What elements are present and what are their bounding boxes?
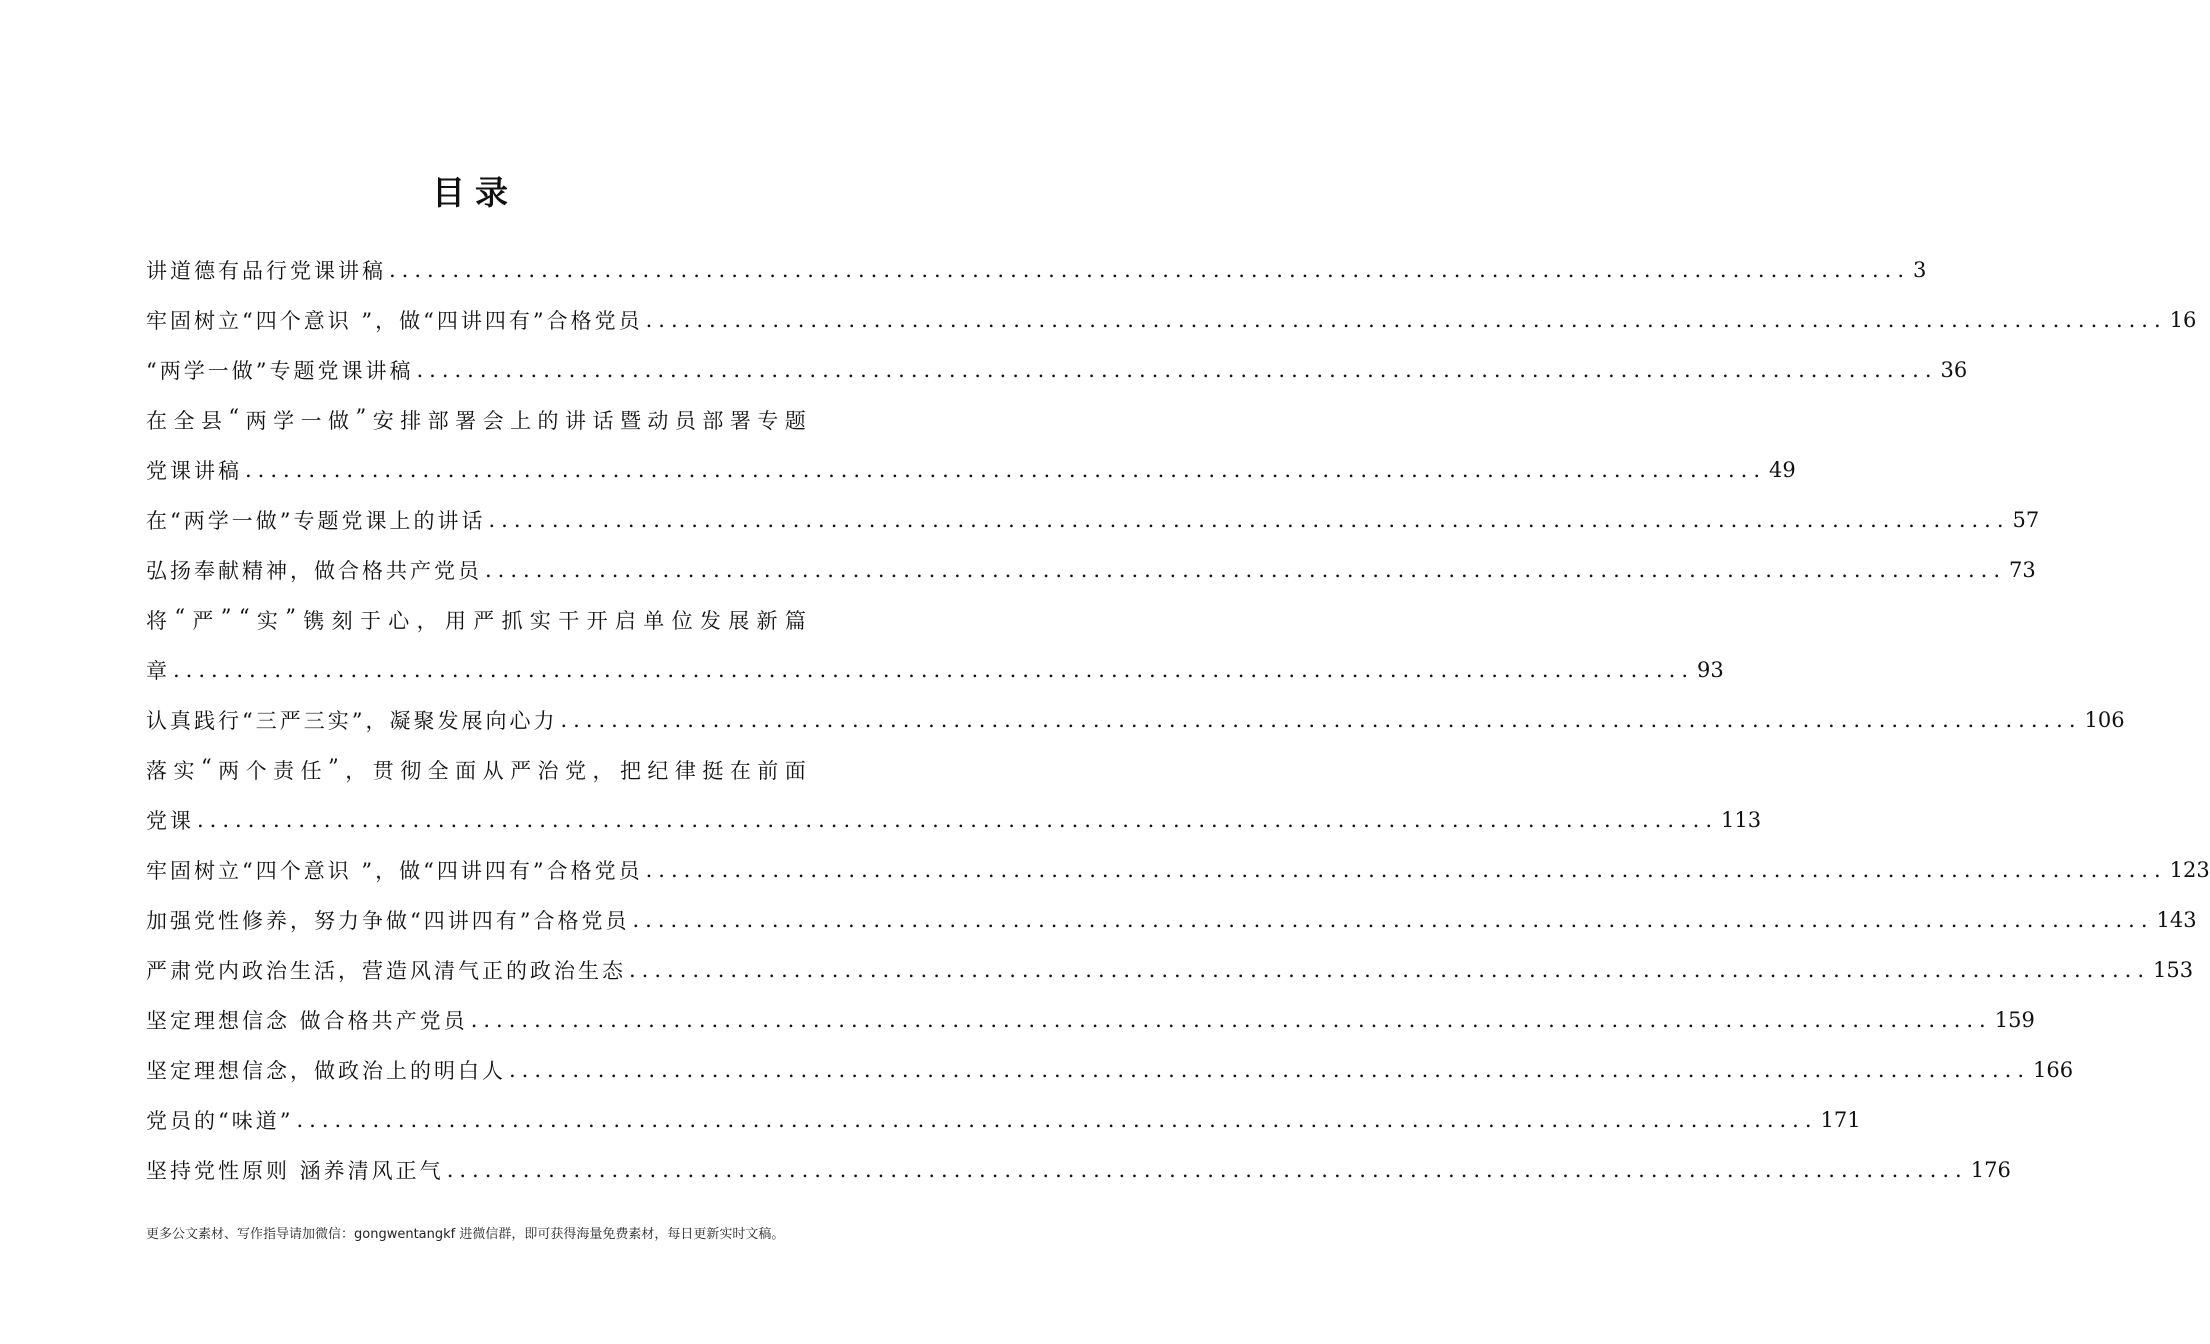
toc-leader-dots: ........................................................................................................................ (173, 658, 1695, 682)
toc-entry[interactable] (146, 645, 1724, 695)
toc-entry[interactable] (146, 745, 806, 795)
toc-entry[interactable] (146, 895, 2197, 945)
toc-entry[interactable] (146, 595, 806, 645)
toc-entry-title: 在“两学一做”专题党课上的讲话 (146, 509, 486, 533)
toc-entry-title: 将 “ 严 ” “ 实 ” 镌 刻 于 心 ， 用 严 抓 实 干 开 启 单 位 发 展 新 篇 (146, 605, 806, 633)
toc-entry-title: 在 全 县 “ 两 学 一 做 ” 安 排 部 署 会 上 的 讲 话 暨 动 员 部 署 专 题 (146, 405, 806, 433)
toc-entry-title: 加强党性修养，努力争做“四讲四有”合格党员 (146, 909, 630, 933)
toc-entry[interactable] (146, 245, 1927, 295)
toc-entry[interactable] (146, 345, 1968, 395)
toc-entry-title: 党课 (146, 809, 194, 833)
toc-entry[interactable] (146, 1045, 2074, 1095)
toc-entry-title: 坚定理想信念 做合格共产党员 (146, 1009, 468, 1033)
toc-leader-dots: ........................................................................................................................ (245, 458, 1767, 482)
toc-leader-dots: ........................................................................................................................ (629, 958, 2151, 982)
toc-leader-dots: ........................................................................................................................ (560, 708, 2082, 732)
toc-entry[interactable] (146, 495, 2040, 545)
toc-entry-title: 严肃党内政治生活，营造风清气正的政治生态 (146, 959, 626, 983)
toc-entry-title: 落 实 “ 两 个 责 任 ” ， 贯 彻 全 面 从 严 治 党 ， 把 纪 律 挺 在 前 面 (146, 755, 806, 783)
toc-entry-title: 坚持党性原则 涵养清风正气 (146, 1159, 444, 1183)
toc-leader-dots: ........................................................................................................................ (470, 1008, 1992, 1032)
toc-entry[interactable] (146, 995, 2035, 1045)
toc-entry[interactable] (146, 445, 1796, 495)
toc-leader-dots: ........................................................................................................................ (446, 1158, 1968, 1182)
footer-note: 更多公文素材、写作指导请加微信：gongwentangkf 进微信群，即可获得海量免费素材，每日更新实时文稿。 (146, 1227, 785, 1242)
toc-page-number: 106 (2084, 708, 2125, 732)
toc-entry[interactable] (146, 945, 2194, 995)
toc-leader-dots: ........................................................................................................................ (509, 1058, 2031, 1082)
toc-leader-dots: ........................................................................................................................ (632, 908, 2154, 932)
toc-page-number: 36 (1940, 358, 1968, 382)
toc-page-number: 143 (2156, 908, 2197, 932)
toc-leader-dots: ........................................................................................................................ (488, 508, 2010, 532)
toc-entry-title: 牢固树立“四个意识 ”，做“四讲四有”合格党员 (146, 859, 643, 883)
toc-entry-title: 党课讲稿 (146, 459, 242, 483)
toc-entry[interactable] (146, 845, 2210, 895)
table-of-contents (146, 245, 2210, 1195)
toc-leader-dots: ........................................................................................................................ (645, 308, 2167, 332)
toc-leader-dots: ........................................................................................................................ (485, 558, 2007, 582)
toc-leader-dots: ........................................................................................................................ (389, 258, 1911, 282)
toc-entry-title: 认真践行“三严三实”，凝聚发展向心力 (146, 709, 558, 733)
toc-entry-title: “两学一做”专题党课讲稿 (146, 359, 414, 383)
toc-entry[interactable] (146, 1095, 1861, 1145)
toc-page-number: 57 (2012, 508, 2040, 532)
toc-page-number: 93 (1697, 658, 1724, 682)
toc-page-number: 153 (2153, 958, 2194, 982)
toc-page-number: 166 (2033, 1058, 2074, 1082)
toc-page-number: 171 (1820, 1108, 1861, 1132)
toc-entry-title: 讲道德有品行党课讲稿 (146, 259, 386, 283)
toc-entry[interactable] (146, 395, 806, 445)
toc-entry-title: 弘扬奉献精神，做合格共产党员 (146, 559, 482, 583)
toc-leader-dots: ........................................................................................................................ (296, 1108, 1818, 1132)
toc-leader-dots: ........................................................................................................................ (197, 808, 1719, 832)
page-title: 目录 (432, 173, 518, 212)
toc-page-number: 3 (1913, 258, 1927, 282)
toc-page-number: 159 (1994, 1008, 2035, 1032)
toc-page-number: 113 (1721, 808, 1762, 832)
toc-entry[interactable] (146, 1145, 2011, 1195)
toc-entry[interactable] (146, 295, 2197, 345)
toc-page-number: 176 (1970, 1158, 2011, 1182)
toc-entry[interactable] (146, 795, 1762, 845)
toc-page-number: 16 (2169, 308, 2197, 332)
toc-entry-title: 章 (146, 659, 170, 683)
toc-entry-title: 党员的“味道” (146, 1109, 294, 1133)
toc-entry-title: 牢固树立“四个意识 ”，做“四讲四有”合格党员 (146, 309, 643, 333)
toc-entry[interactable] (146, 545, 2036, 595)
toc-page-number: 49 (1769, 458, 1796, 482)
toc-leader-dots: ........................................................................................................................ (416, 358, 1938, 382)
toc-page-number: 123 (2169, 858, 2210, 882)
toc-page-number: 73 (2009, 558, 2036, 582)
toc-entry[interactable] (146, 695, 2125, 745)
toc-leader-dots: ........................................................................................................................ (645, 858, 2167, 882)
toc-entry-title: 坚定理想信念，做政治上的明白人 (146, 1059, 506, 1083)
